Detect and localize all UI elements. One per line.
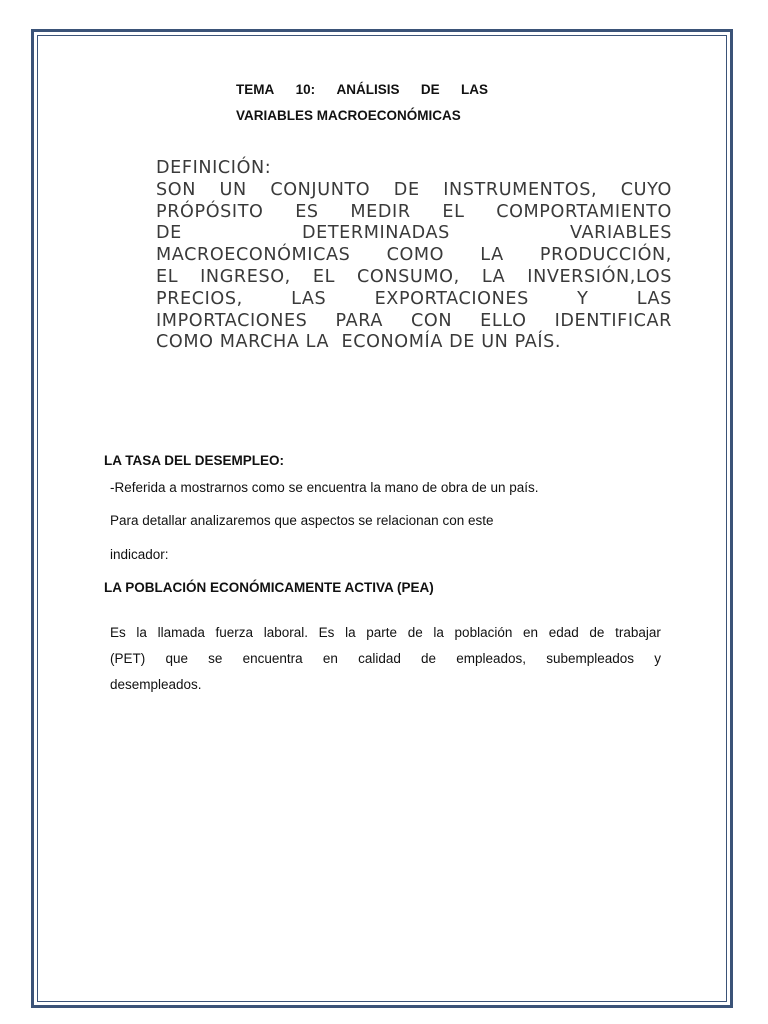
word: PRECIOS, [156,288,243,309]
definition-line [156,311,672,333]
desempleo-heading: LA TASA DEL DESEMPLEO: [104,453,285,468]
word: LA [480,245,504,266]
word: trabajar [615,625,661,640]
definition-line [156,223,672,245]
word: Es [318,625,335,640]
word: la [345,625,356,640]
word: VARIABLES [570,223,672,244]
word: COMPORTAMIENTO [496,201,672,222]
definition-line [156,267,672,289]
word: DE [393,179,420,200]
pea-text-line [110,620,661,646]
word: DETERMINADAS [301,223,450,244]
word: laboral. [263,625,308,640]
word: la [433,625,444,640]
word: de [407,625,423,640]
word: en [523,625,539,640]
word: Y [577,288,589,309]
word: IMPORTACIONES [156,310,308,331]
word: IDENTIFICAR [554,310,672,331]
word: y [654,651,661,666]
word: INVERSIÓN,LOS [527,266,672,287]
word: COMO [386,245,445,266]
word: se [208,651,223,666]
desempleo-text-line-3: indicador: [110,547,169,562]
word: ES [295,201,319,222]
word: PRÓPÓSITO [156,201,264,222]
word: Es [110,625,126,640]
definition-line-last: COMO MARCHA LA ECONOMÍA DE UN PAÍS. [156,332,562,353]
word: llamada [157,625,205,640]
word: ELLO [480,310,527,331]
word: empleados, [456,651,527,666]
word: parte [366,625,398,640]
definition-block [156,158,672,354]
word: CONJUNTO [270,179,371,200]
word: MACROECONÓMICAS [156,245,351,266]
definition-label: DEFINICIÓN: [156,158,272,178]
word: UN [219,179,247,200]
word: EL [156,266,179,287]
word: fuerza [215,625,254,640]
title-word: ANÁLISIS [336,82,400,97]
word: MEDIR [350,201,411,222]
word: LA [481,266,506,287]
word: edad [548,625,579,640]
word: LAS [291,288,327,309]
title-word: TEMA [236,82,275,97]
word: CON [411,310,453,331]
word: EXPORTACIONES [374,288,529,309]
desempleo-text-line-1: -Referida a mostrarnos como se encuentra la mano de obra de un país. [110,480,539,495]
word: (PET) [110,651,146,666]
word: INGRESO, [200,266,291,287]
word: CONSUMO, [357,266,460,287]
word: LAS [636,288,672,309]
word: encuentra [242,651,303,666]
pea-paragraph [110,620,661,698]
word: SON [156,179,196,200]
definition-line [156,289,672,311]
desempleo-text-line-2: Para detallar analizaremos que aspectos se relacionan con este [110,513,494,528]
word: población [454,625,513,640]
document-title-line-2: VARIABLES MACROECONÓMICAS [236,108,461,123]
definition-line [156,245,672,267]
word: CUYO [620,179,672,200]
word: PARA [335,310,383,331]
word: en [322,651,338,666]
pea-text-line-last: desempleados. [110,677,202,692]
word: INSTRUMENTOS, [443,179,598,200]
pea-heading: LA POBLACIÓN ECONÓMICAMENTE ACTIVA (PEA) [104,580,434,595]
word: de [589,625,605,640]
definition-line [156,180,672,202]
title-word: 10: [295,82,316,97]
word: la [136,625,147,640]
word: EL [442,201,465,222]
pea-text-line [110,646,661,672]
document-title-line-1 [236,82,488,97]
word: EL [312,266,336,287]
title-word: DE [420,82,440,97]
definition-line [156,202,672,224]
word: que [165,651,188,666]
word: DE [156,223,182,244]
word: de [421,651,437,666]
word: calidad [358,651,401,666]
word: subempleados [546,651,635,666]
title-word: LAS [460,82,488,97]
word: PRODUCCIÓN, [539,245,672,266]
